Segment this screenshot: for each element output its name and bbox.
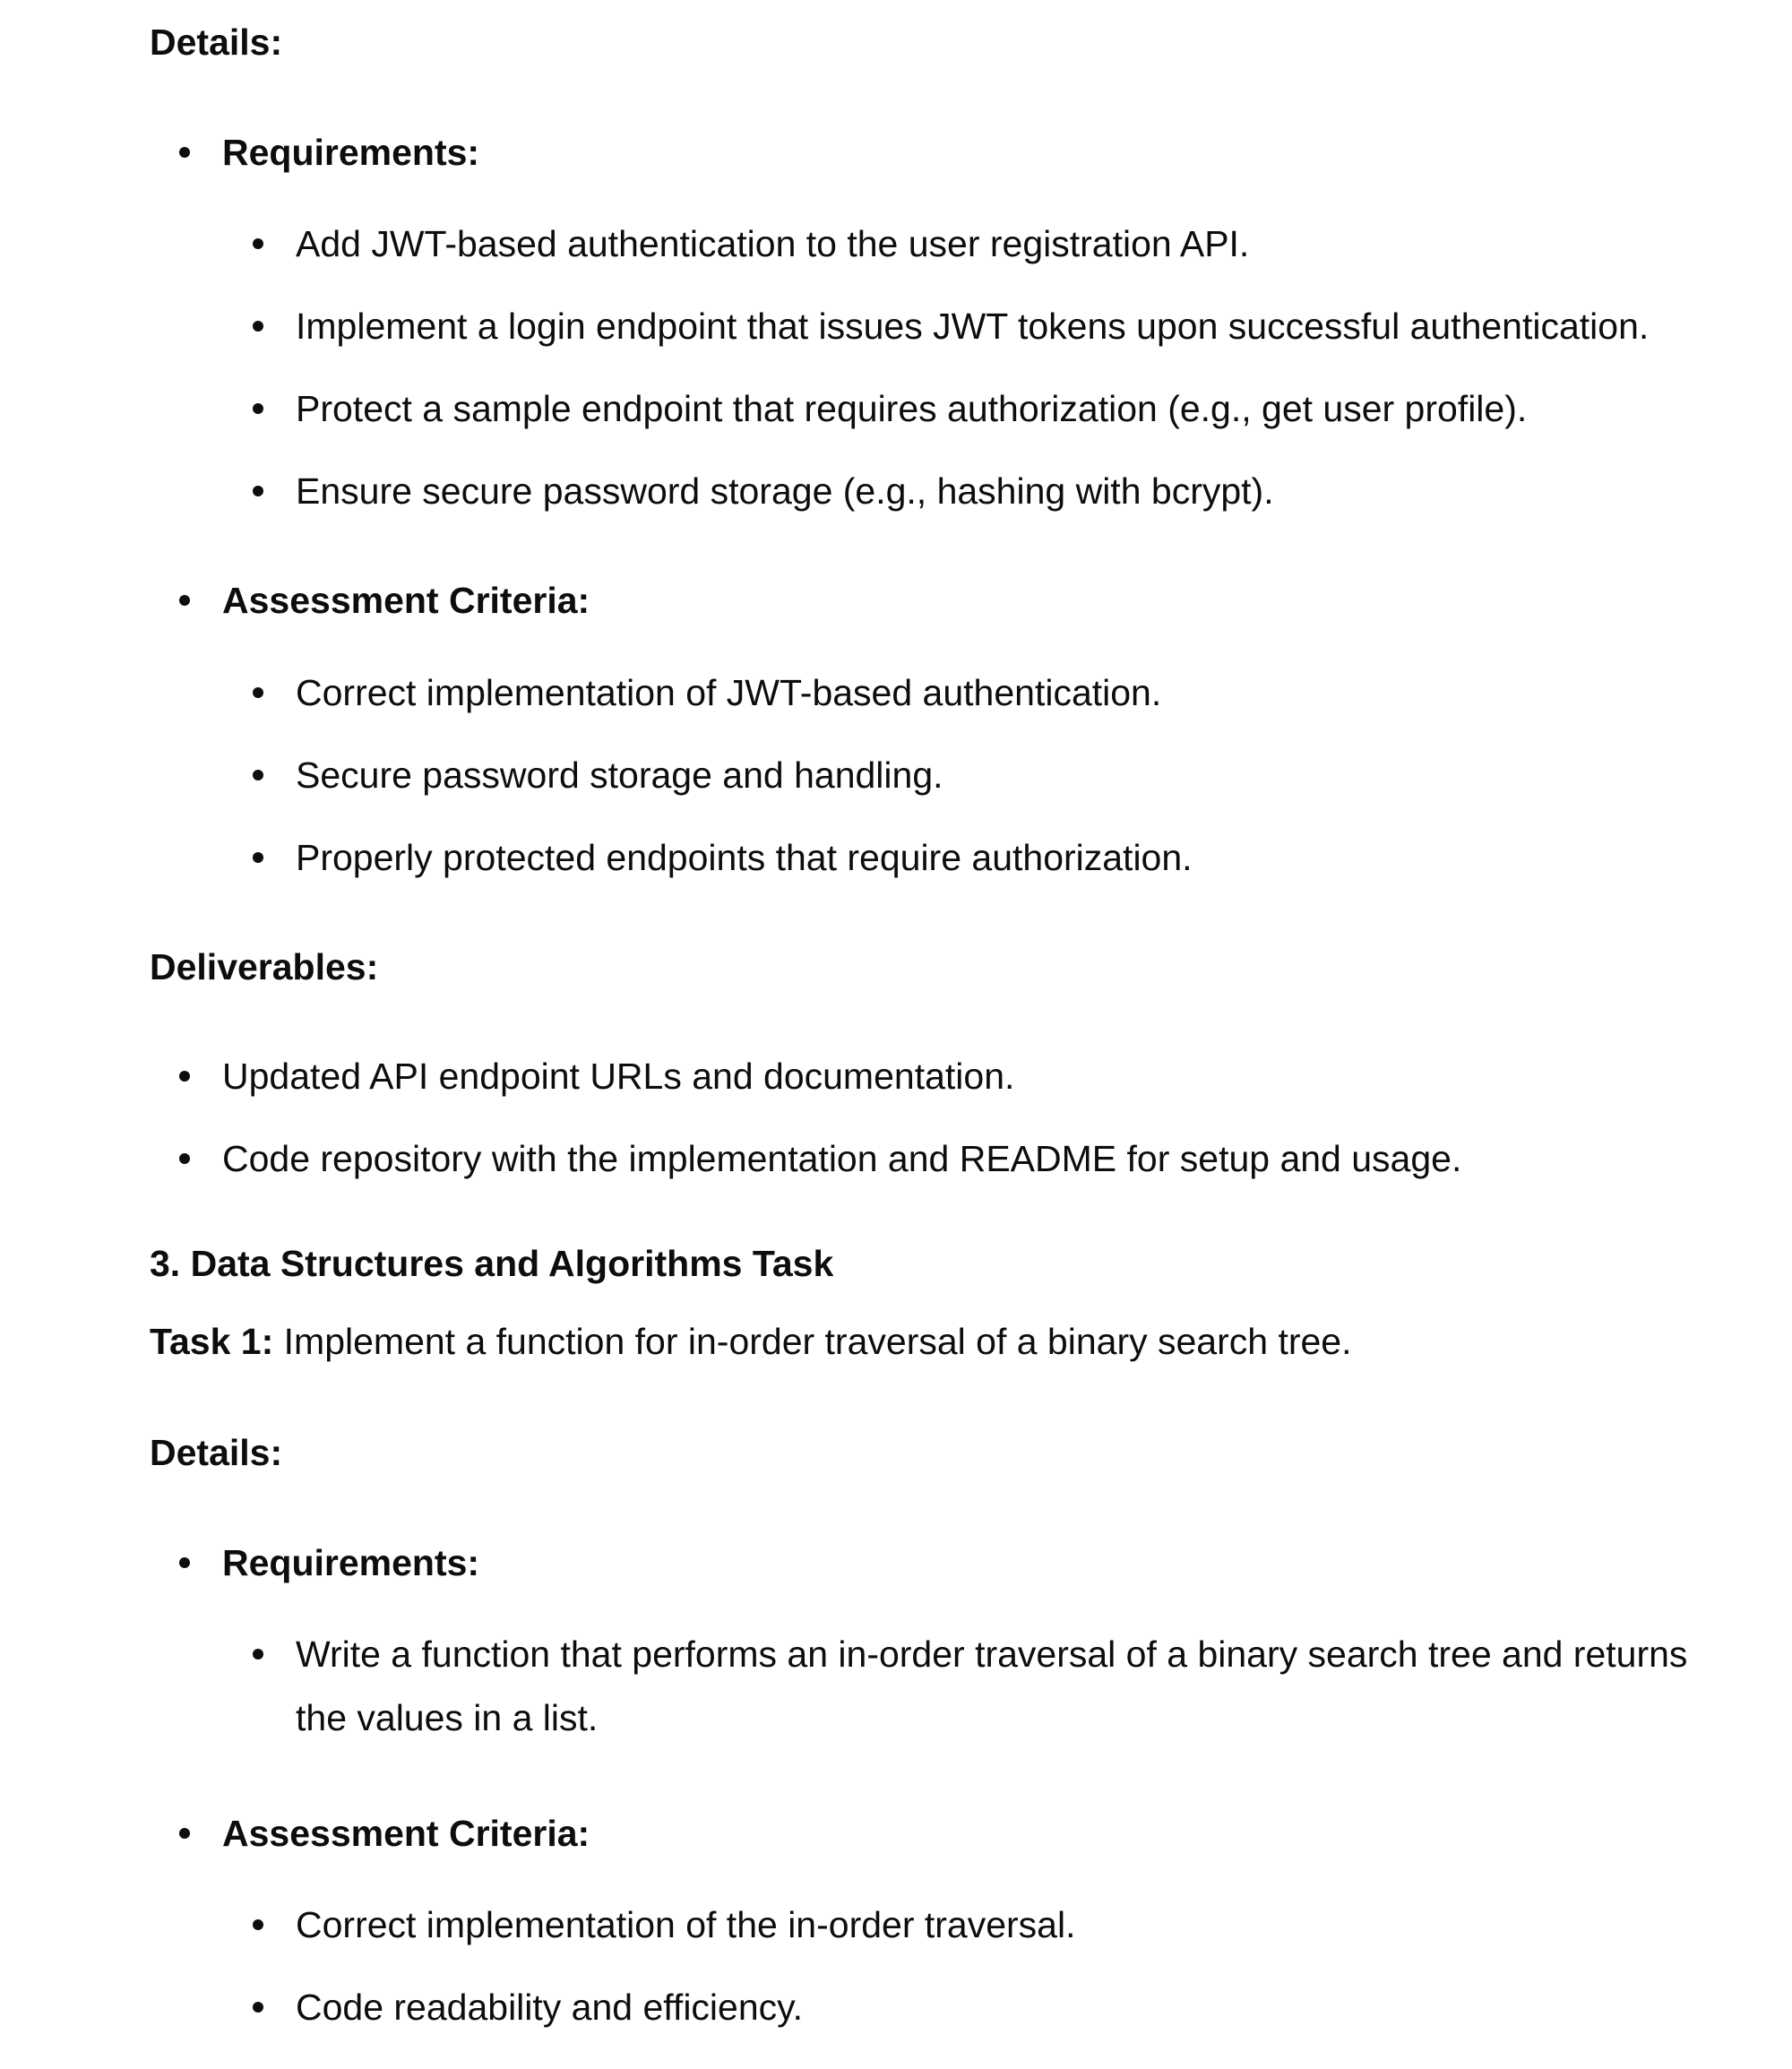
list-item-continuation: the values in a list. [296, 1697, 599, 1738]
bullet-icon [253, 486, 263, 496]
task-line [150, 1319, 1351, 1364]
assessment-heading: Assessment Criteria: [222, 580, 590, 621]
list-item: Code readability and efficiency. [296, 1987, 803, 2028]
list-item: Protect a sample endpoint that requires authorization (e.g., get user profile). [296, 388, 1528, 429]
bullet-icon [179, 1071, 190, 1082]
bullet-icon [179, 147, 190, 158]
list-item: Correct implementation of JWT-based authentication. [296, 672, 1162, 713]
bullet-icon [253, 238, 263, 249]
bullet-icon [179, 595, 190, 606]
requirements-heading: Requirements: [222, 1542, 480, 1583]
bullet-icon [253, 770, 263, 780]
details-heading: Details: [150, 22, 283, 63]
bullet-icon [253, 852, 263, 863]
list-item: Write a function that performs an in-order traversal of a binary search tree and returns [296, 1634, 1688, 1675]
task-text: Implement a function for in-order traversal of a binary search tree. [273, 1321, 1352, 1362]
list-item: Correct implementation of the in-order traversal. [296, 1904, 1076, 1945]
bullet-icon [253, 2002, 263, 2013]
list-item: Secure password storage and handling. [296, 754, 943, 796]
list-item: Updated API endpoint URLs and documentation. [222, 1056, 1015, 1097]
bullet-icon [179, 1153, 190, 1164]
bullet-icon [179, 1828, 190, 1839]
bullet-icon [253, 1649, 263, 1660]
bullet-icon [253, 403, 263, 414]
section-heading: 3. Data Structures and Algorithms Task [150, 1243, 834, 1284]
details-heading: Details: [150, 1432, 283, 1473]
bullet-icon [253, 321, 263, 332]
list-item: Properly protected endpoints that require authorization. [296, 837, 1193, 878]
list-item: Code repository with the implementation and README for setup and usage. [222, 1138, 1462, 1179]
list-item: Ensure secure password storage (e.g., hashing with bcrypt). [296, 470, 1274, 512]
task-label: Task 1: [150, 1321, 274, 1362]
bullet-icon [179, 1557, 190, 1568]
list-item: Add JWT-based authentication to the user registration API. [296, 223, 1250, 264]
bullet-icon [253, 687, 263, 698]
bullet-icon [253, 1919, 263, 1930]
deliverables-heading: Deliverables: [150, 946, 379, 987]
assessment-heading: Assessment Criteria: [222, 1813, 590, 1854]
list-item: Implement a login endpoint that issues JWT tokens upon successful authentication. [296, 306, 1650, 347]
requirements-heading: Requirements: [222, 132, 480, 173]
